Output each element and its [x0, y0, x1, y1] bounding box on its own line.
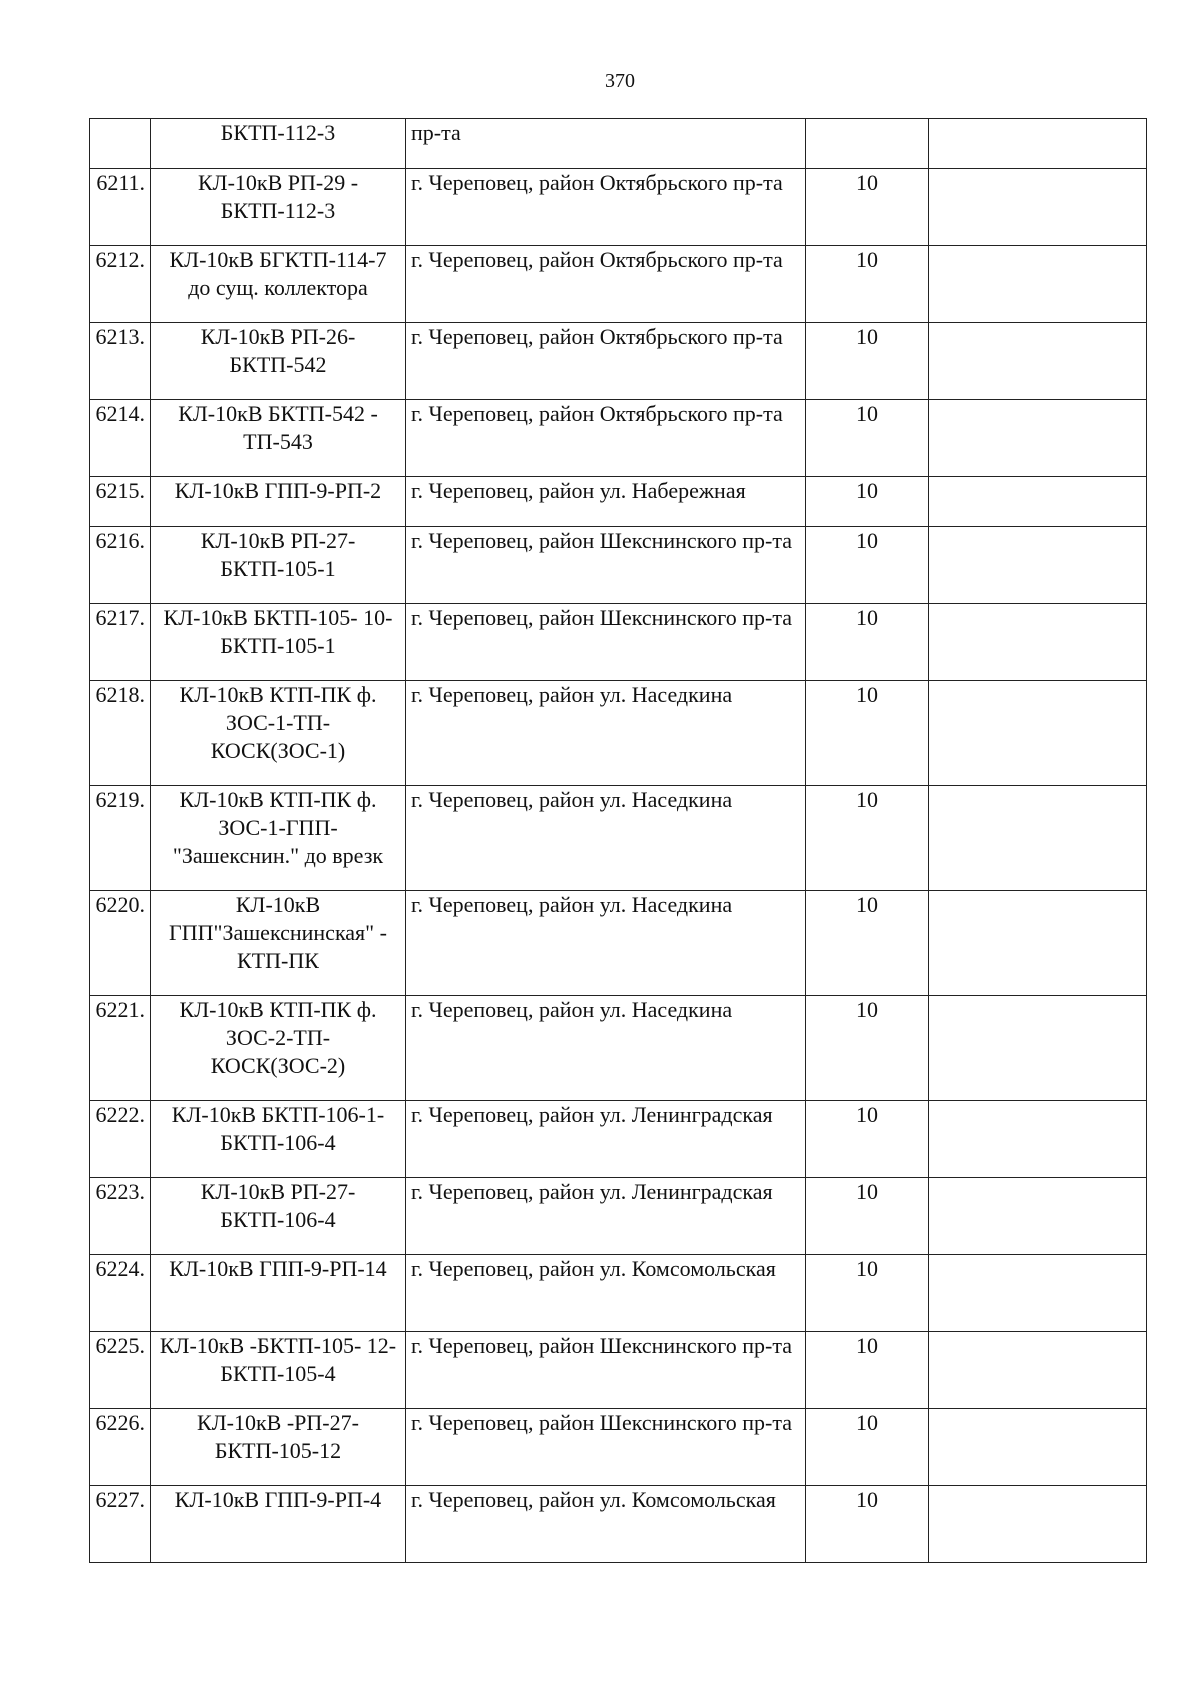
line-address: г. Череповец, район Шекснинского пр-та	[406, 1332, 806, 1409]
line-extra	[929, 1332, 1147, 1409]
table-row	[90, 323, 1147, 400]
line-extra	[929, 477, 1147, 527]
line-voltage: 10	[806, 323, 929, 400]
line-extra	[929, 169, 1147, 246]
line-name: КЛ-10кВ ГПП-9-РП-2	[151, 477, 406, 527]
line-address: г. Череповец, район Октябрьского пр-та	[406, 323, 806, 400]
line-name: КЛ-10кВ БГКТП-114-7 до сущ. коллектора	[151, 246, 406, 323]
table-row	[90, 477, 1147, 527]
line-voltage: 10	[806, 1178, 929, 1255]
line-address: г. Череповец, район ул. Ленинградская	[406, 1178, 806, 1255]
page-number: 370	[605, 70, 635, 92]
line-name: КЛ-10кВ -РП-27- БКТП-105-12	[151, 1409, 406, 1486]
line-extra	[929, 1255, 1147, 1332]
line-address: г. Череповец, район Октябрьского пр-та	[406, 400, 806, 477]
table-row	[90, 681, 1147, 786]
row-number: 6217.	[90, 604, 151, 681]
line-extra	[929, 891, 1147, 996]
line-address: г. Череповец, район ул. Комсомольская	[406, 1255, 806, 1332]
line-address: г. Череповец, район ул. Наседкина	[406, 996, 806, 1101]
line-voltage: 10	[806, 891, 929, 996]
line-voltage: 10	[806, 1101, 929, 1178]
row-number: 6226.	[90, 1409, 151, 1486]
table-row	[90, 1255, 1147, 1332]
line-name: КЛ-10кВ КТП-ПК ф. ЗОС-2-ТП- КОСК(ЗОС-2)	[151, 996, 406, 1101]
line-voltage: 10	[806, 681, 929, 786]
table-row	[90, 891, 1147, 996]
line-name: КЛ-10кВ -БКТП-105- 12-БКТП-105-4	[151, 1332, 406, 1409]
line-extra	[929, 681, 1147, 786]
line-voltage: 10	[806, 1409, 929, 1486]
line-address: пр-та	[406, 119, 806, 169]
table-row	[90, 1409, 1147, 1486]
line-extra	[929, 604, 1147, 681]
line-voltage: 10	[806, 1332, 929, 1409]
line-name: КЛ-10кВ ГПП-9-РП-14	[151, 1255, 406, 1332]
line-address: г. Череповец, район Шекснинского пр-та	[406, 604, 806, 681]
table-row	[90, 786, 1147, 891]
table-row	[90, 400, 1147, 477]
line-address: г. Череповец, район ул. Набережная	[406, 477, 806, 527]
line-extra	[929, 1486, 1147, 1563]
row-number: 6225.	[90, 1332, 151, 1409]
table-row	[90, 996, 1147, 1101]
line-extra	[929, 996, 1147, 1101]
line-name: КЛ-10кВ КТП-ПК ф. ЗОС-1-ТП- КОСК(ЗОС-1)	[151, 681, 406, 786]
line-address: г. Череповец, район Шекснинского пр-та	[406, 527, 806, 604]
line-name: КЛ-10кВ РП-29 - БКТП-112-3	[151, 169, 406, 246]
table-row	[90, 1101, 1147, 1178]
table-row	[90, 119, 1147, 169]
line-name: БКТП-112-3	[151, 119, 406, 169]
row-number: 6221.	[90, 996, 151, 1101]
line-extra	[929, 1409, 1147, 1486]
line-name: КЛ-10кВ РП-27- БКТП-106-4	[151, 1178, 406, 1255]
table-row	[90, 1486, 1147, 1563]
line-name: КЛ-10кВ БКТП-542 - ТП-543	[151, 400, 406, 477]
line-name: КЛ-10кВ РП-26- БКТП-542	[151, 323, 406, 400]
line-voltage: 10	[806, 786, 929, 891]
line-voltage: 10	[806, 169, 929, 246]
line-voltage: 10	[806, 246, 929, 323]
row-number: 6213.	[90, 323, 151, 400]
row-number: 6215.	[90, 477, 151, 527]
line-voltage: 10	[806, 477, 929, 527]
row-number	[90, 119, 151, 169]
line-voltage: 10	[806, 1486, 929, 1563]
row-number: 6224.	[90, 1255, 151, 1332]
line-address: г. Череповец, район ул. Комсомольская	[406, 1486, 806, 1563]
line-voltage: 10	[806, 604, 929, 681]
line-address: г. Череповец, район ул. Наседкина	[406, 891, 806, 996]
line-name: КЛ-10кВ КТП-ПК ф. ЗОС-1-ГПП- "Зашекснин." до врезк	[151, 786, 406, 891]
row-number: 6212.	[90, 246, 151, 323]
line-address: г. Череповец, район Октябрьского пр-та	[406, 246, 806, 323]
row-number: 6219.	[90, 786, 151, 891]
line-extra	[929, 246, 1147, 323]
line-name: КЛ-10кВ РП-27- БКТП-105-1	[151, 527, 406, 604]
row-number: 6222.	[90, 1101, 151, 1178]
line-name: КЛ-10кВ БКТП-106-1- БКТП-106-4	[151, 1101, 406, 1178]
line-address: г. Череповец, район Октябрьского пр-та	[406, 169, 806, 246]
row-number: 6218.	[90, 681, 151, 786]
line-voltage: 10	[806, 996, 929, 1101]
table-row	[90, 1332, 1147, 1409]
table-row	[90, 527, 1147, 604]
line-extra	[929, 1101, 1147, 1178]
line-name: КЛ-10кВ ГПП-9-РП-4	[151, 1486, 406, 1563]
line-extra	[929, 119, 1147, 169]
line-extra	[929, 323, 1147, 400]
table-row	[90, 169, 1147, 246]
line-name: КЛ-10кВ БКТП-105- 10-БКТП-105-1	[151, 604, 406, 681]
table-row	[90, 604, 1147, 681]
cable-lines-table	[89, 118, 1147, 1563]
line-extra	[929, 400, 1147, 477]
row-number: 6216.	[90, 527, 151, 604]
table-row	[90, 1178, 1147, 1255]
row-number: 6227.	[90, 1486, 151, 1563]
line-voltage: 10	[806, 527, 929, 604]
table-row	[90, 246, 1147, 323]
row-number: 6211.	[90, 169, 151, 246]
line-name: КЛ-10кВ ГПП"Зашекснинская" - КТП-ПК	[151, 891, 406, 996]
row-number: 6220.	[90, 891, 151, 996]
row-number: 6223.	[90, 1178, 151, 1255]
line-extra	[929, 786, 1147, 891]
line-voltage: 10	[806, 400, 929, 477]
line-address: г. Череповец, район Шекснинского пр-та	[406, 1409, 806, 1486]
line-voltage	[806, 119, 929, 169]
line-extra	[929, 1178, 1147, 1255]
line-extra	[929, 527, 1147, 604]
line-address: г. Череповец, район ул. Наседкина	[406, 786, 806, 891]
line-address: г. Череповец, район ул. Наседкина	[406, 681, 806, 786]
line-address: г. Череповец, район ул. Ленинградская	[406, 1101, 806, 1178]
line-voltage: 10	[806, 1255, 929, 1332]
row-number: 6214.	[90, 400, 151, 477]
